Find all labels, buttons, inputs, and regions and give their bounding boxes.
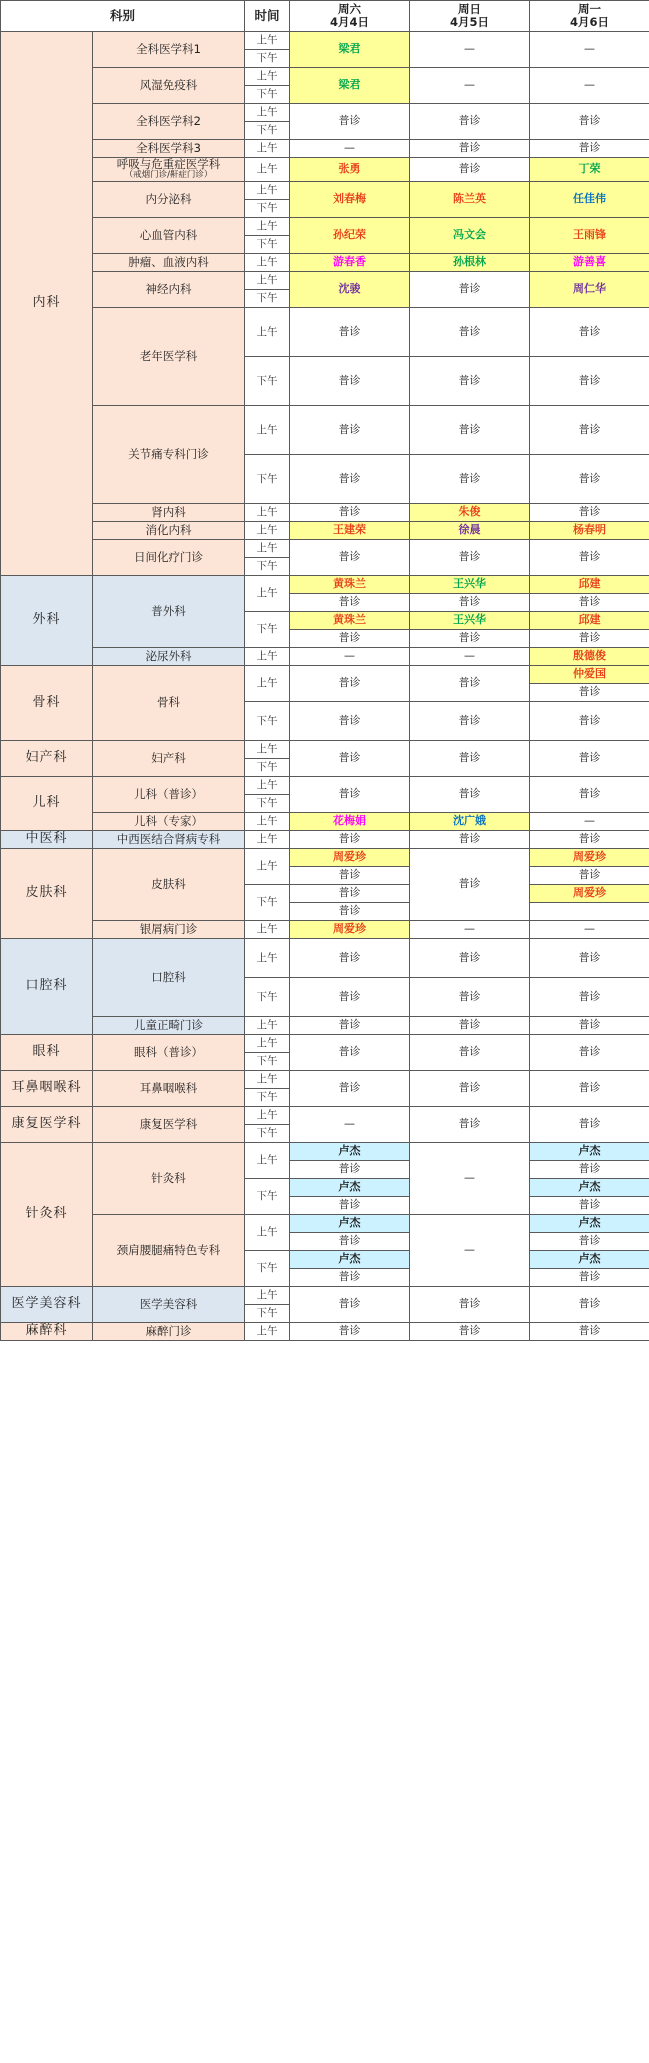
- schedule-cell: —: [410, 920, 530, 938]
- doctor-name-cell: 王兴华: [410, 611, 530, 629]
- doctor-name-cell: 卢杰: [530, 1214, 649, 1232]
- time-slot-cell: 上午: [245, 158, 290, 182]
- header-day-0-weekday: 周六: [338, 1, 362, 16]
- schedule-cell: 普诊: [290, 776, 410, 812]
- schedule-cell: 普诊: [290, 665, 410, 701]
- time-slot-cell: 上午: [245, 32, 290, 50]
- sub-department-cell: 泌尿外科: [93, 647, 245, 665]
- schedule-cell: 普诊: [290, 740, 410, 776]
- schedule-cell: 普诊: [290, 1322, 410, 1340]
- sub-department-cell: 耳鼻咽喉科: [93, 1070, 245, 1106]
- doctor-name-cell: 孙根林: [410, 253, 530, 271]
- time-slot-cell: 上午: [245, 1034, 290, 1052]
- sub-department-cell: 呼吸与危重症医学科 （戒烟门诊/鼾症门诊）: [93, 158, 245, 182]
- header-day-0: [290, 1, 410, 32]
- schedule-cell: 普诊: [530, 830, 649, 848]
- schedule-cell: 普诊: [410, 1070, 530, 1106]
- schedule-cell: 普诊: [530, 454, 649, 503]
- doctor-name-cell: 杨春明: [530, 521, 649, 539]
- time-slot-cell: 下午: [245, 199, 290, 217]
- time-slot-cell: 上午: [245, 181, 290, 199]
- sub-department-cell: 麻醉门诊: [93, 1322, 245, 1340]
- schedule-cell: 普诊: [290, 405, 410, 454]
- schedule-cell: —: [290, 647, 410, 665]
- sub-department-cell: 肿瘤、血液内科: [93, 253, 245, 271]
- schedule-cell: 普诊: [530, 1268, 649, 1286]
- schedule-cell: 普诊: [290, 830, 410, 848]
- time-slot-cell: 上午: [245, 521, 290, 539]
- department-cell: 康复医学科: [1, 1106, 93, 1142]
- schedule-cell: —: [530, 920, 649, 938]
- schedule-cell: 普诊: [290, 503, 410, 521]
- schedule-cell: 普诊: [530, 356, 649, 405]
- doctor-name-cell: 游春香: [290, 253, 410, 271]
- doctor-name-cell: 卢杰: [530, 1142, 649, 1160]
- time-slot-cell: 上午: [245, 938, 290, 977]
- time-slot-cell: 上午: [245, 1322, 290, 1340]
- department-cell: 骨科: [1, 665, 93, 740]
- table-row: [1, 1106, 649, 1124]
- schedule-cell: 普诊: [410, 1286, 530, 1322]
- schedule-cell: 普诊: [410, 140, 530, 158]
- header-day-1-date: 4月5日: [450, 15, 490, 29]
- schedule-cell: 普诊: [290, 977, 410, 1016]
- time-slot-cell: 下午: [245, 884, 290, 920]
- sub-department-cell: 肾内科: [93, 503, 245, 521]
- doctor-name-cell: 王建荣: [290, 521, 410, 539]
- schedule-cell: 普诊: [530, 977, 649, 1016]
- time-slot-cell: 下午: [245, 701, 290, 740]
- table-row: [1, 740, 649, 758]
- time-slot-cell: 下午: [245, 1178, 290, 1214]
- sub-department-cell: 银屑病门诊: [93, 920, 245, 938]
- schedule-cell: 普诊: [530, 683, 649, 701]
- schedule-cell: 普诊: [290, 902, 410, 920]
- time-slot-cell: 上午: [245, 920, 290, 938]
- schedule-cell: 普诊: [290, 593, 410, 611]
- table-row: [1, 830, 649, 848]
- schedule-body: [1, 32, 649, 1341]
- department-cell: 耳鼻咽喉科: [1, 1070, 93, 1106]
- doctor-name-cell: 梁君: [290, 68, 410, 104]
- sub-department-cell: 普外科: [93, 575, 245, 647]
- department-cell: 妇产科: [1, 740, 93, 776]
- schedule-cell: 普诊: [530, 1034, 649, 1070]
- sub-department-cell: 骨科: [93, 665, 245, 740]
- table-row: [1, 405, 649, 454]
- schedule-cell: 普诊: [530, 629, 649, 647]
- time-slot-cell: 下午: [245, 1304, 290, 1322]
- header-day-2-date: 4月6日: [570, 15, 610, 29]
- schedule-cell: 普诊: [290, 1196, 410, 1214]
- time-slot-cell: 上午: [245, 68, 290, 86]
- doctor-name-cell: 卢杰: [290, 1214, 410, 1232]
- header-time: 时间: [245, 1, 290, 32]
- department-cell: 口腔科: [1, 938, 93, 1034]
- time-slot-cell: 上午: [245, 503, 290, 521]
- department-cell: 中医科: [1, 830, 93, 848]
- sub-department-cell: 日间化疗门诊: [93, 539, 245, 575]
- table-row: [1, 104, 649, 122]
- schedule-cell: —: [410, 1142, 530, 1214]
- time-slot-cell: 上午: [245, 1142, 290, 1178]
- sub-department-cell: 口腔科: [93, 938, 245, 1016]
- schedule-cell: 普诊: [410, 1322, 530, 1340]
- table-row: [1, 217, 649, 235]
- table-row: [1, 1034, 649, 1052]
- header-day-2: [530, 1, 649, 32]
- schedule-cell: 普诊: [530, 938, 649, 977]
- doctor-name-cell: 黄珠兰: [290, 575, 410, 593]
- sub-department-cell: 皮肤科: [93, 848, 245, 920]
- header-day-1-weekday: 周日: [458, 1, 482, 16]
- time-slot-cell: 上午: [245, 1106, 290, 1124]
- schedule-cell: 普诊: [410, 1106, 530, 1142]
- schedule-cell: 普诊: [530, 539, 649, 575]
- time-slot-cell: 下午: [245, 1250, 290, 1286]
- schedule-cell: 普诊: [530, 1232, 649, 1250]
- doctor-name-cell: 沈广娥: [410, 812, 530, 830]
- schedule-cell: —: [290, 1106, 410, 1142]
- department-cell: 麻醉科: [1, 1322, 93, 1340]
- schedule-cell: 普诊: [530, 776, 649, 812]
- sub-department-cell: 颈肩腰腿痛特色专科: [93, 1214, 245, 1286]
- schedule-cell: 普诊: [290, 307, 410, 356]
- schedule-cell: 普诊: [410, 593, 530, 611]
- table-row: [1, 181, 649, 199]
- schedule-cell: 普诊: [290, 1268, 410, 1286]
- schedule-cell: 普诊: [410, 848, 530, 920]
- schedule-cell: 普诊: [290, 104, 410, 140]
- time-slot-cell: 上午: [245, 1070, 290, 1088]
- doctor-name-cell: 周爱珍: [290, 848, 410, 866]
- table-row: [1, 158, 649, 182]
- time-slot-cell: 上午: [245, 253, 290, 271]
- header-day-2-weekday: 周一: [578, 1, 602, 16]
- time-slot-cell: 下午: [245, 122, 290, 140]
- time-slot-cell: 下午: [245, 794, 290, 812]
- schedule-cell: 普诊: [410, 539, 530, 575]
- doctor-name-cell: 陈兰英: [410, 181, 530, 217]
- schedule-cell: 普诊: [530, 503, 649, 521]
- doctor-name-cell: 刘春梅: [290, 181, 410, 217]
- sub-department-cell: 医学美容科: [93, 1286, 245, 1322]
- doctor-name-cell: 卢杰: [530, 1250, 649, 1268]
- time-slot-cell: 上午: [245, 1016, 290, 1034]
- table-row: [1, 1142, 649, 1160]
- schedule-cell: —: [410, 647, 530, 665]
- time-slot-cell: 下午: [245, 86, 290, 104]
- table-row: [1, 665, 649, 683]
- table-row: [1, 253, 649, 271]
- schedule-cell: 普诊: [410, 776, 530, 812]
- time-slot-cell: 上午: [245, 405, 290, 454]
- time-slot-cell: 下午: [245, 289, 290, 307]
- schedule-cell: 普诊: [410, 158, 530, 182]
- time-slot-cell: 上午: [245, 217, 290, 235]
- doctor-name-cell: 花梅娟: [290, 812, 410, 830]
- schedule-cell: 普诊: [290, 1070, 410, 1106]
- doctor-name-cell: 孙纪荣: [290, 217, 410, 253]
- time-slot-cell: 上午: [245, 665, 290, 701]
- table-row: [1, 503, 649, 521]
- schedule-cell: 普诊: [410, 1034, 530, 1070]
- schedule-cell: 普诊: [410, 271, 530, 307]
- schedule-cell: 普诊: [290, 884, 410, 902]
- schedule-cell: —: [530, 68, 649, 104]
- doctor-name-cell: 冯文会: [410, 217, 530, 253]
- department-cell: 外科: [1, 575, 93, 665]
- doctor-name-cell: 卢杰: [290, 1178, 410, 1196]
- sub-department-cell: 关节痛专科门诊: [93, 405, 245, 503]
- doctor-name-cell: 朱俊: [410, 503, 530, 521]
- sub-department-cell: 儿科（专家）: [93, 812, 245, 830]
- schedule-cell: —: [410, 68, 530, 104]
- schedule-cell: 普诊: [290, 701, 410, 740]
- schedule-cell: 普诊: [530, 1016, 649, 1034]
- doctor-name-cell: 卢杰: [290, 1250, 410, 1268]
- table-row: [1, 1016, 649, 1034]
- time-slot-cell: 上午: [245, 740, 290, 758]
- schedule-cell: 普诊: [410, 405, 530, 454]
- schedule-cell: —: [410, 1214, 530, 1286]
- sub-department-cell: 风湿免疫科: [93, 68, 245, 104]
- sub-department-cell: 全科医学科2: [93, 104, 245, 140]
- doctor-name-cell: 黄珠兰: [290, 611, 410, 629]
- table-row: [1, 647, 649, 665]
- time-slot-cell: 下午: [245, 1088, 290, 1106]
- schedule-cell: 普诊: [290, 454, 410, 503]
- time-slot-cell: 下午: [245, 356, 290, 405]
- doctor-name-cell: 沈骏: [290, 271, 410, 307]
- doctor-name-cell: 卢杰: [290, 1142, 410, 1160]
- department-cell: 皮肤科: [1, 848, 93, 938]
- sub-department-cell: 心血管内科: [93, 217, 245, 253]
- sub-department-cell: 康复医学科: [93, 1106, 245, 1142]
- header-department: 科别: [1, 1, 245, 32]
- schedule-cell: 普诊: [530, 593, 649, 611]
- schedule-cell: 普诊: [530, 701, 649, 740]
- time-slot-cell: 上午: [245, 104, 290, 122]
- schedule-cell: 普诊: [290, 1016, 410, 1034]
- doctor-name-cell: 任佳伟: [530, 181, 649, 217]
- schedule-cell: 普诊: [530, 307, 649, 356]
- schedule-cell: 普诊: [530, 740, 649, 776]
- time-slot-cell: 上午: [245, 575, 290, 611]
- schedule-cell: —: [530, 32, 649, 68]
- time-slot-cell: 上午: [245, 140, 290, 158]
- doctor-name-cell: 梁君: [290, 32, 410, 68]
- time-slot-cell: 下午: [245, 557, 290, 575]
- schedule-cell: 普诊: [530, 140, 649, 158]
- table-row: [1, 539, 649, 557]
- table-row: [1, 938, 649, 977]
- time-slot-cell: 下午: [245, 454, 290, 503]
- table-row: [1, 776, 649, 794]
- schedule-cell: —: [410, 32, 530, 68]
- doctor-name-cell: 张勇: [290, 158, 410, 182]
- time-slot-cell: 上午: [245, 539, 290, 557]
- time-slot-cell: 上午: [245, 830, 290, 848]
- schedule-cell: 普诊: [530, 1160, 649, 1178]
- schedule-cell: 普诊: [530, 1106, 649, 1142]
- table-row: [1, 575, 649, 593]
- table-row: [1, 920, 649, 938]
- sub-department-cell: 妇产科: [93, 740, 245, 776]
- schedule-cell: 普诊: [290, 539, 410, 575]
- schedule-cell: 普诊: [410, 629, 530, 647]
- sub-department-cell: 全科医学科3: [93, 140, 245, 158]
- header-day-0-date: 4月4日: [330, 15, 370, 29]
- table-row: [1, 140, 649, 158]
- schedule-cell: 普诊: [290, 938, 410, 977]
- sub-department-cell: 内分泌科: [93, 181, 245, 217]
- schedule-cell: 普诊: [290, 356, 410, 405]
- doctor-name-cell: 王雨锋: [530, 217, 649, 253]
- table-row: [1, 812, 649, 830]
- schedule-cell: 普诊: [410, 740, 530, 776]
- table-row: [1, 271, 649, 289]
- department-cell: 儿科: [1, 776, 93, 830]
- schedule-cell: 普诊: [290, 1034, 410, 1070]
- schedule-cell: 普诊: [410, 1016, 530, 1034]
- schedule-cell: 普诊: [290, 1160, 410, 1178]
- sub-department-cell: 眼科（普诊）: [93, 1034, 245, 1070]
- sub-department-cell: 消化内科: [93, 521, 245, 539]
- sub-department-cell: 全科医学科1: [93, 32, 245, 68]
- department-cell: 针灸科: [1, 1142, 93, 1286]
- table-row: [1, 1322, 649, 1340]
- schedule-cell: 普诊: [530, 866, 649, 884]
- doctor-name-cell: 仲爱国: [530, 665, 649, 683]
- schedule-cell: 普诊: [530, 1322, 649, 1340]
- time-slot-cell: 上午: [245, 1286, 290, 1304]
- sub-department-note: （戒烟门诊/鼾症门诊）: [124, 170, 213, 181]
- header-day-1: [410, 1, 530, 32]
- doctor-name-cell: 周爱珍: [530, 884, 649, 902]
- schedule-cell: —: [290, 140, 410, 158]
- sub-department-cell: 儿科（普诊）: [93, 776, 245, 812]
- doctor-name-cell: 周爱珍: [290, 920, 410, 938]
- schedule-cell: 普诊: [530, 405, 649, 454]
- sub-department-cell: 中西医结合肾病专科: [93, 830, 245, 848]
- table-row: [1, 848, 649, 866]
- table-row: [1, 68, 649, 86]
- schedule-cell: 普诊: [290, 1286, 410, 1322]
- time-slot-cell: 下午: [245, 235, 290, 253]
- department-cell: 内科: [1, 32, 93, 576]
- schedule-cell: 普诊: [410, 701, 530, 740]
- doctor-name-cell: 邱建: [530, 575, 649, 593]
- doctor-name-cell: 卢杰: [530, 1178, 649, 1196]
- table-row: [1, 1214, 649, 1232]
- schedule-cell: 普诊: [530, 1196, 649, 1214]
- time-slot-cell: 下午: [245, 758, 290, 776]
- time-slot-cell: 下午: [245, 611, 290, 647]
- schedule-cell: 普诊: [410, 454, 530, 503]
- sub-department-cell: 神经内科: [93, 271, 245, 307]
- schedule-cell: 普诊: [410, 307, 530, 356]
- time-slot-cell: 下午: [245, 977, 290, 1016]
- schedule-cell: 普诊: [410, 938, 530, 977]
- table-header-row: [1, 1, 649, 32]
- doctor-name-cell: 徐晨: [410, 521, 530, 539]
- time-slot-cell: 上午: [245, 307, 290, 356]
- schedule-cell: 普诊: [410, 830, 530, 848]
- schedule-cell: —: [530, 812, 649, 830]
- schedule-cell: 普诊: [290, 866, 410, 884]
- doctor-name-cell: 丁荣: [530, 158, 649, 182]
- doctor-name-cell: 周爱珍: [530, 848, 649, 866]
- table-row: [1, 1286, 649, 1304]
- department-cell: 医学美容科: [1, 1286, 93, 1322]
- department-cell: 眼科: [1, 1034, 93, 1070]
- schedule-cell: 普诊: [530, 1286, 649, 1322]
- schedule-cell: 普诊: [410, 104, 530, 140]
- schedule-cell: 普诊: [290, 1232, 410, 1250]
- time-slot-cell: 上午: [245, 1214, 290, 1250]
- sub-department-cell: 针灸科: [93, 1142, 245, 1214]
- table-row: [1, 307, 649, 356]
- doctor-name-cell: 周仁华: [530, 271, 649, 307]
- time-slot-cell: 下午: [245, 1052, 290, 1070]
- time-slot-cell: 下午: [245, 50, 290, 68]
- sub-department-cell: 儿童正畸门诊: [93, 1016, 245, 1034]
- doctor-name-cell: 殷德俊: [530, 647, 649, 665]
- table-row: [1, 32, 649, 50]
- doctor-name-cell: 邱建: [530, 611, 649, 629]
- schedule-cell: 普诊: [530, 104, 649, 140]
- time-slot-cell: 上午: [245, 776, 290, 794]
- time-slot-cell: 上午: [245, 647, 290, 665]
- time-slot-cell: 上午: [245, 848, 290, 884]
- schedule-cell: 普诊: [410, 665, 530, 701]
- schedule-cell: 普诊: [290, 629, 410, 647]
- doctor-name-cell: 王兴华: [410, 575, 530, 593]
- time-slot-cell: 上午: [245, 812, 290, 830]
- time-slot-cell: 上午: [245, 271, 290, 289]
- schedule-cell: 普诊: [530, 1070, 649, 1106]
- schedule-cell: 普诊: [410, 977, 530, 1016]
- time-slot-cell: 下午: [245, 1124, 290, 1142]
- doctor-name-cell: 游善喜: [530, 253, 649, 271]
- table-row: [1, 1070, 649, 1088]
- sub-department-cell: 老年医学科: [93, 307, 245, 405]
- table-row: [1, 521, 649, 539]
- schedule-cell: 普诊: [410, 356, 530, 405]
